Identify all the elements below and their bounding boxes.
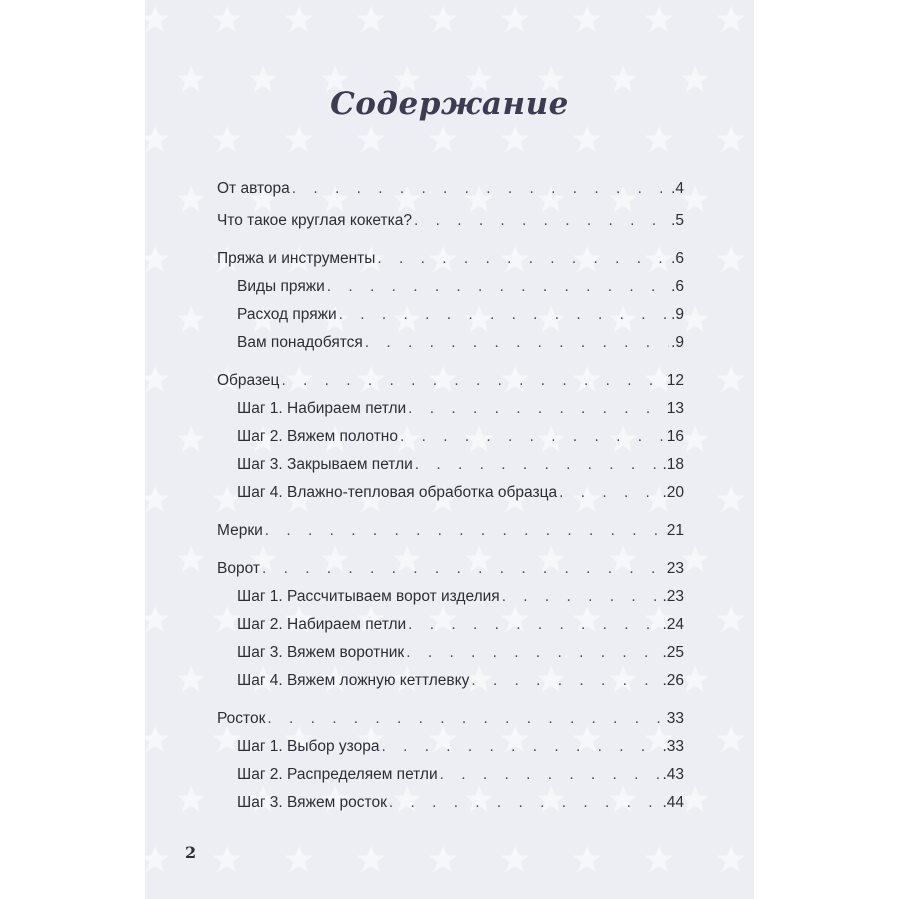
star-shape xyxy=(145,486,169,512)
star-shape xyxy=(177,546,205,572)
toc-entry[interactable] xyxy=(217,372,684,398)
toc-entry-page: .25 xyxy=(662,644,684,661)
toc-entry-title: Шаг 4. Влажно-тепловая обработка образца xyxy=(237,484,558,501)
star-shape xyxy=(717,846,745,872)
toc-entry[interactable] xyxy=(237,400,684,426)
dot-leader xyxy=(400,428,665,446)
book-page xyxy=(145,0,754,899)
dot-leader xyxy=(414,212,669,230)
dot-leader xyxy=(281,372,664,390)
toc-entry-page: .43 xyxy=(662,766,684,783)
page-title: Содержание xyxy=(330,86,569,122)
toc-entry-page: .9 xyxy=(671,306,684,323)
toc-entry[interactable] xyxy=(237,738,684,764)
toc-entry-page: .24 xyxy=(662,616,684,633)
toc-entry-title: Мерки xyxy=(217,522,263,539)
star-shape xyxy=(681,426,709,452)
toc-entry-title: Росток xyxy=(217,710,266,727)
star-shape xyxy=(501,846,529,872)
star-shape xyxy=(753,186,754,212)
toc-entry-page: .6 xyxy=(671,250,684,267)
toc-entry-title: Виды пряжи xyxy=(237,278,325,295)
toc-entry[interactable] xyxy=(237,428,684,454)
star-shape xyxy=(681,546,709,572)
dot-leader xyxy=(262,560,665,578)
toc-entry-page: .18 xyxy=(662,456,684,473)
star-shape xyxy=(681,666,709,692)
toc-entry-title: Что такое круглая кокетка? xyxy=(217,212,412,229)
star-shape xyxy=(145,726,169,752)
star-shape xyxy=(213,126,241,152)
dot-leader xyxy=(339,306,669,324)
dot-leader xyxy=(267,710,664,728)
toc-entry[interactable] xyxy=(237,616,684,642)
star-shape xyxy=(177,786,205,812)
star-shape xyxy=(285,6,313,32)
toc-entry-page: 13 xyxy=(666,400,684,417)
dot-leader xyxy=(502,588,661,606)
toc-entry[interactable] xyxy=(237,334,684,360)
toc-entry[interactable] xyxy=(237,484,684,510)
star-shape xyxy=(357,846,385,872)
toc-entry[interactable] xyxy=(237,456,684,482)
star-shape xyxy=(501,126,529,152)
star-shape xyxy=(145,246,169,272)
star-shape xyxy=(177,186,205,212)
toc-entry[interactable] xyxy=(237,644,684,670)
star-shape xyxy=(429,6,457,32)
toc-entry[interactable] xyxy=(237,306,684,332)
toc-entry[interactable] xyxy=(237,588,684,614)
dot-leader xyxy=(381,738,660,756)
star-shape xyxy=(285,126,313,152)
dot-leader xyxy=(265,522,665,540)
toc-entry[interactable] xyxy=(237,766,684,792)
star-shape xyxy=(753,786,754,812)
star-shape xyxy=(753,426,754,452)
toc-entry[interactable] xyxy=(217,250,684,276)
toc-entry[interactable] xyxy=(217,180,684,206)
star-shape xyxy=(213,846,241,872)
toc-entry-title: Шаг 3. Закрываем петли xyxy=(237,456,413,473)
toc-entry-page: 23 xyxy=(666,560,684,577)
star-shape xyxy=(717,606,745,632)
toc-entry-title: Шаг 1. Набираем петли xyxy=(237,400,407,417)
toc-entry-title: Шаг 2. Набираем петли xyxy=(237,616,407,633)
toc-entry[interactable] xyxy=(217,212,684,238)
star-shape xyxy=(717,726,745,752)
toc-entry[interactable] xyxy=(237,278,684,304)
toc-entry-page: .44 xyxy=(662,794,684,811)
star-shape xyxy=(717,486,745,512)
toc-entry[interactable] xyxy=(237,794,684,820)
toc-entry-title: Шаг 1. Рассчитываем ворот изделия xyxy=(237,588,500,605)
toc-entry-page: .4 xyxy=(671,180,684,197)
toc-entry[interactable] xyxy=(237,672,684,698)
toc-entry-page: 33 xyxy=(666,710,684,727)
star-shape xyxy=(177,666,205,692)
star-shape xyxy=(681,306,709,332)
star-shape xyxy=(717,366,745,392)
star-shape xyxy=(145,606,169,632)
toc-entry-title: Шаг 4. Вяжем ложную кеттлевку xyxy=(237,672,470,689)
toc-entry-page: 16 xyxy=(666,428,684,445)
toc-entry-page: .5 xyxy=(671,212,684,229)
toc-entry-title: Шаг 2. Вяжем полотно xyxy=(237,428,398,445)
star-shape xyxy=(717,6,745,32)
star-shape xyxy=(573,6,601,32)
star-shape xyxy=(285,846,313,872)
toc-entry-title: Пряжа и инструменты xyxy=(217,250,376,267)
dot-leader xyxy=(327,278,669,296)
toc-entry-title: Расход пряжи xyxy=(237,306,337,323)
star-shape xyxy=(645,846,673,872)
star-shape xyxy=(753,546,754,572)
dot-leader xyxy=(377,250,669,268)
toc-entry-title: Вам понадобятся xyxy=(237,334,363,351)
star-shape xyxy=(429,126,457,152)
star-shape xyxy=(177,426,205,452)
toc-entry-title: Шаг 1. Выбор узора xyxy=(237,738,380,755)
toc-entry-page: 21 xyxy=(666,522,684,539)
dot-leader xyxy=(406,644,660,662)
star-shape xyxy=(429,846,457,872)
toc-entry-page: .23 xyxy=(662,588,684,605)
toc-entry-title: Шаг 2. Распределяем петли xyxy=(237,766,438,783)
star-shape xyxy=(717,246,745,272)
star-shape xyxy=(645,126,673,152)
star-shape xyxy=(213,6,241,32)
star-shape xyxy=(681,786,709,812)
star-shape xyxy=(573,846,601,872)
dot-leader xyxy=(471,672,660,690)
star-shape xyxy=(573,126,601,152)
toc-entry-page: 12 xyxy=(666,372,684,389)
star-shape xyxy=(145,6,169,32)
toc-entry-title: Образец xyxy=(217,372,280,389)
star-shape xyxy=(357,6,385,32)
toc-entry-title: От автора xyxy=(217,180,290,197)
toc-entry-page: .6 xyxy=(671,278,684,295)
dot-leader xyxy=(415,456,661,474)
toc-entry[interactable] xyxy=(217,710,684,736)
dot-leader xyxy=(440,766,661,784)
toc-entry-page: .33 xyxy=(662,738,684,755)
dot-leader xyxy=(408,400,665,418)
star-shape xyxy=(145,366,169,392)
star-shape xyxy=(717,126,745,152)
dot-leader xyxy=(408,616,660,634)
toc-entry[interactable] xyxy=(217,560,684,586)
star-shape xyxy=(753,306,754,332)
dot-leader xyxy=(559,484,660,502)
dot-leader xyxy=(389,794,661,812)
toc-entry-title: Шаг 3. Вяжем воротник xyxy=(237,644,405,661)
star-shape xyxy=(357,126,385,152)
toc-entry[interactable] xyxy=(217,522,684,548)
star-shape xyxy=(645,6,673,32)
star-shape xyxy=(681,186,709,212)
toc-entry-page: .20 xyxy=(662,484,684,501)
page-number: 2 xyxy=(185,843,197,862)
star-shape xyxy=(145,126,169,152)
star-shape xyxy=(145,846,169,872)
dot-leader xyxy=(365,334,669,352)
star-shape xyxy=(177,306,205,332)
dot-leader xyxy=(292,180,669,198)
toc-entry-page: .9 xyxy=(671,334,684,351)
star-shape xyxy=(501,6,529,32)
star-shape xyxy=(753,666,754,692)
toc-entry-page: .26 xyxy=(662,672,684,689)
toc-entry-title: Ворот xyxy=(217,560,260,577)
toc-entry-title: Шаг 3. Вяжем росток xyxy=(237,794,387,811)
